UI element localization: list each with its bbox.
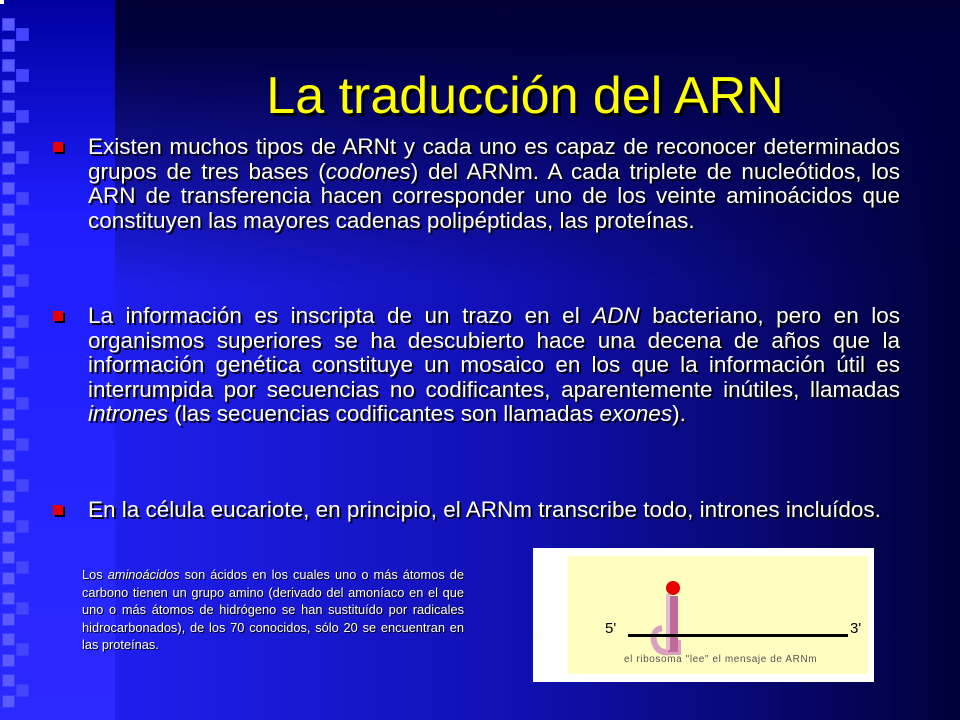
decorative-square [2, 469, 15, 482]
decorative-square [2, 408, 15, 421]
decorative-square [16, 438, 29, 451]
corner-mark [0, 0, 4, 4]
bullet-marker-icon [53, 311, 63, 321]
decorative-square [2, 223, 15, 236]
trna-icon [648, 578, 698, 658]
figure-panel [568, 556, 868, 674]
slide-title: La traducción del ARN [266, 67, 784, 125]
decorative-square [2, 613, 15, 626]
decorative-square [16, 479, 29, 492]
decorative-square [16, 28, 29, 41]
decorative-square [2, 39, 15, 52]
decorative-square [2, 182, 15, 195]
three-prime-label: 3' [850, 620, 862, 637]
decorative-square [2, 531, 15, 544]
mrna-strand [628, 634, 848, 637]
figure-caption: el ribosoma "lee" el mensaje de ARNm [624, 654, 818, 665]
decorative-square [16, 561, 29, 574]
decorative-square [2, 654, 15, 667]
decorative-square [2, 695, 15, 708]
decorative-square [2, 346, 15, 359]
decorative-square [16, 233, 29, 246]
decorative-square [2, 449, 15, 462]
decorative-square [2, 551, 15, 564]
decorative-square [2, 326, 15, 339]
decorative-square [2, 490, 15, 503]
decorative-square [2, 305, 15, 318]
bullet-item-trna: Existen muchos tipos de ARNt y cada uno es capaz de reconocer determinados grupos de tres bases (codones) del ARNm. A cada triplete de nucleótidos, los ARN de transferencia hacen corresponder uno de los veinte aminoácidos que constituyen las mayores cadenas polipéptidas, las proteínas. [88, 135, 900, 233]
decorative-square [2, 428, 15, 441]
decorative-square [2, 18, 15, 31]
decorative-square [16, 397, 29, 410]
decorative-square [16, 520, 29, 533]
decorative-square [2, 141, 15, 154]
decorative-square [2, 572, 15, 585]
five-prime-label: 5' [605, 620, 617, 637]
decorative-square [16, 151, 29, 164]
decorative-square [2, 633, 15, 646]
decorative-square [16, 643, 29, 656]
bullet-marker-icon [53, 505, 63, 515]
ribosome-figure [533, 548, 874, 682]
decorative-square [2, 264, 15, 277]
bullet-item-adn: La información es inscripta de un trazo en el ADN bacteriano, pero en los organismos superiores se ha descubierto hace una decena de años que la información genética constituye un mosaico en los que la información útil es interrumpida por secuencias no codificantes, aparentemente inútiles, llamadas intrones (las secuencias codificantes son llamadas exones). [88, 304, 900, 427]
aminoacid-footnote: Los aminoácidos son ácidos en los cuales uno o más átomos de carbono tienen un grupo amino (derivado del amoníaco en el que uno o más átomos de hidrógeno se han sustituído por radicales hidrocarbonados), de los 70 conocidos, sólo 20 se encuentran en las proteínas. [82, 567, 464, 653]
decorative-square [16, 356, 29, 369]
decorative-square [2, 367, 15, 380]
decorative-square [2, 285, 15, 298]
decorative-square [2, 510, 15, 523]
decorative-square [2, 162, 15, 175]
decorative-square [2, 674, 15, 687]
decorative-square [2, 592, 15, 605]
bullet-marker-icon [53, 142, 63, 152]
decorative-square [16, 684, 29, 697]
decorative-square [2, 203, 15, 216]
decorative-square [16, 602, 29, 615]
decorative-square [2, 387, 15, 400]
decorative-square [16, 274, 29, 287]
decorative-square [2, 244, 15, 257]
decorative-square [16, 192, 29, 205]
decorative-square [16, 315, 29, 328]
bullet-item-eucariote: En la célula eucariote, en principio, el ARNm transcribe todo, intrones incluídos. [88, 498, 900, 523]
